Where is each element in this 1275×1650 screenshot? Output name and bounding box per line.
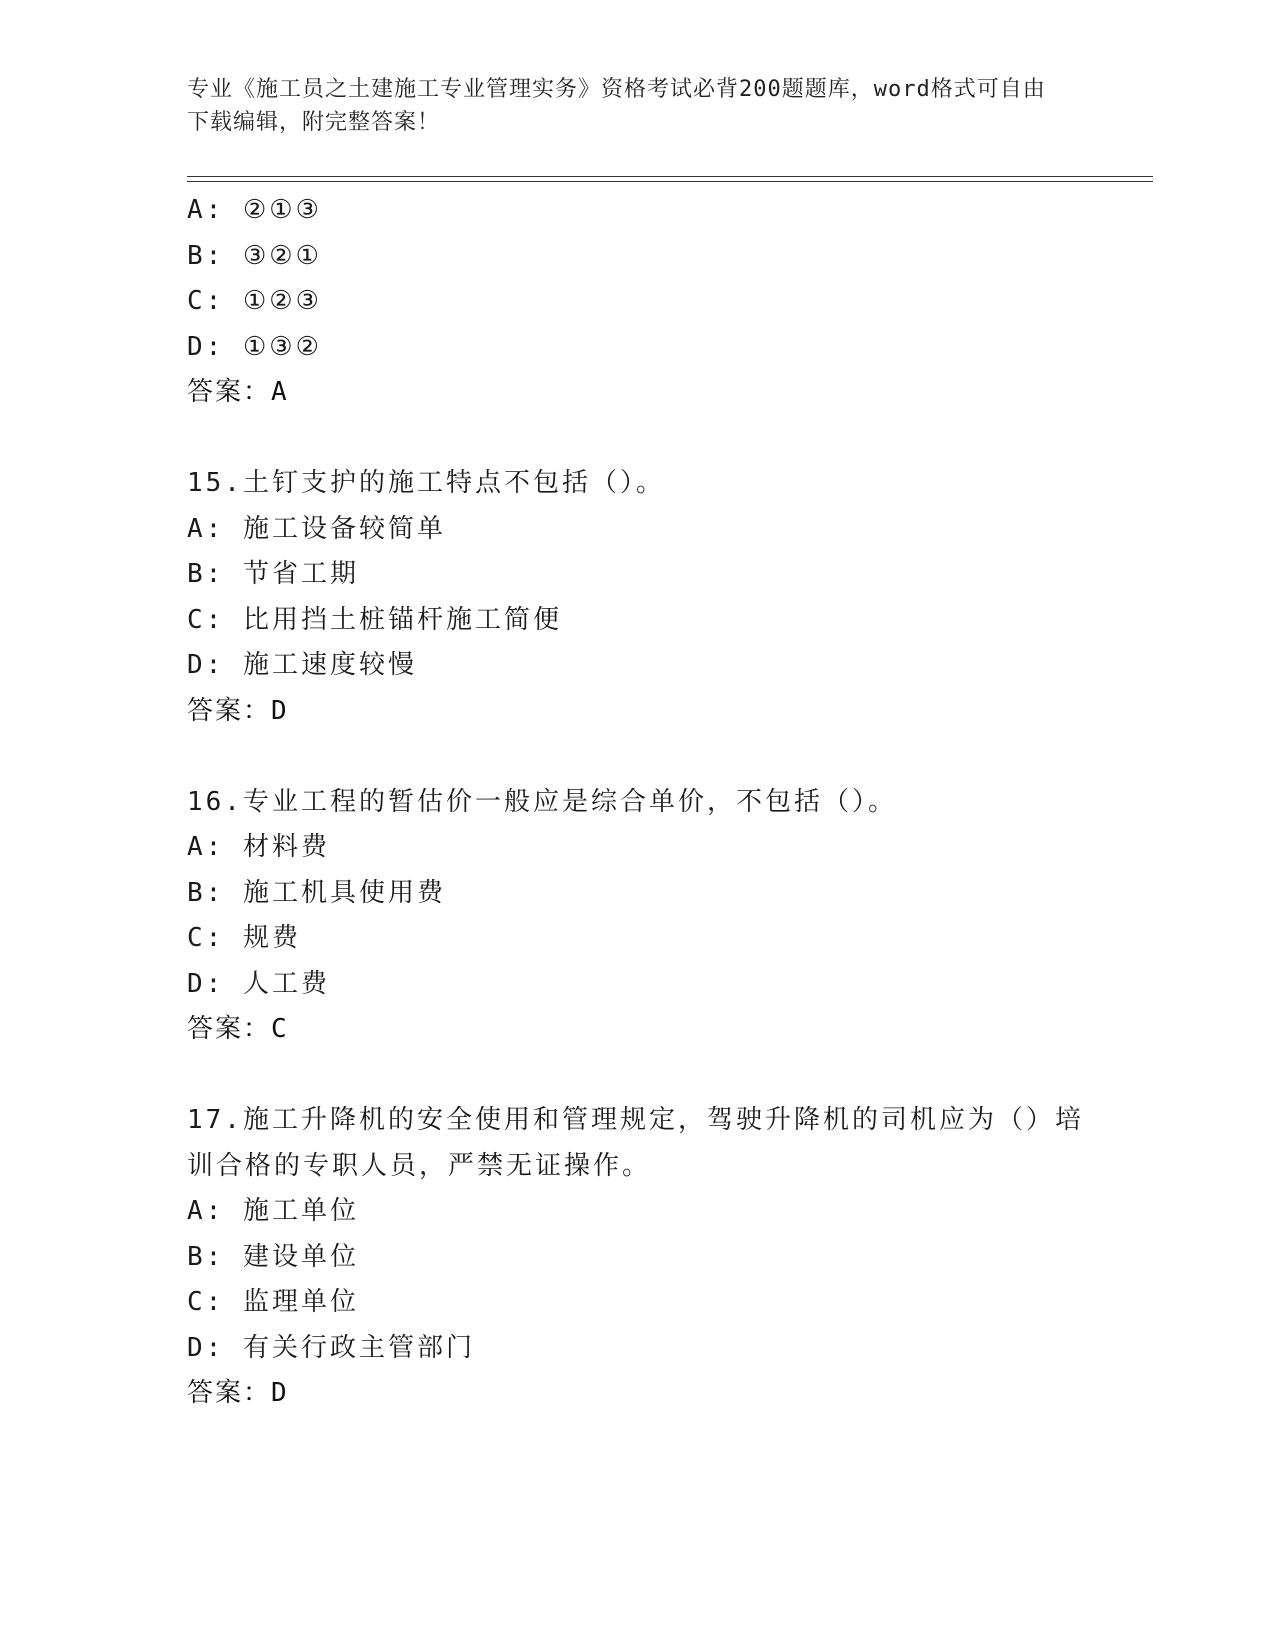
answer-value: D <box>271 1378 287 1408</box>
answer-label: 答案： <box>187 695 272 726</box>
option-d: D: 施工速度较慢 <box>187 650 417 680</box>
answer-value: A <box>271 377 287 407</box>
option-d: D: ①③② <box>187 331 322 362</box>
option-b: B: 施工机具使用费 <box>187 877 446 908</box>
answer-value: C <box>271 1014 287 1044</box>
answer-line <box>187 1007 1087 1053</box>
answer-line <box>187 1371 1087 1417</box>
answer-label: 答案： <box>187 1014 272 1044</box>
option-a: A: 材料费 <box>187 832 330 862</box>
answer-label: 答案： <box>187 1378 272 1408</box>
answer-line <box>187 370 1087 416</box>
question-list <box>187 188 1087 1417</box>
option-b: B: ③②① <box>187 240 322 271</box>
question-block-16 <box>187 780 1087 1053</box>
option-d: D: 人工费 <box>187 968 330 999</box>
option-c: C: ①②③ <box>187 286 322 316</box>
option-d: D: 有关行政主管部门 <box>187 1332 475 1363</box>
prev-question-block <box>187 188 1087 416</box>
option-a: A: 施工单位 <box>187 1196 359 1226</box>
question-stem: 15.土钉支护的施工特点不包括（）。 <box>187 468 665 498</box>
option-a: A: ②①③ <box>187 195 322 225</box>
option-c: C: 比用挡土桩锚杆施工简便 <box>187 604 562 635</box>
question-block-17 <box>187 1098 1087 1417</box>
page-header: 专业《施工员之土建施工专业管理实务》资格考试必背200题题库，word格式可自由下载编辑，附完整答案！ <box>187 77 1046 135</box>
option-a: A: 施工设备较简单 <box>187 513 446 544</box>
option-b: B: 建设单位 <box>187 1241 359 1272</box>
question-stem: 16.专业工程的暂估价一般应是综合单价，不包括（）。 <box>187 786 897 817</box>
answer-label: 答案： <box>187 377 272 407</box>
question-stem: 17.施工升降机的安全使用和管理规定，驾驶升降机的司机应为（）培训合格的专职人员，严禁无证操作。 <box>187 1105 1084 1181</box>
answer-value: D <box>271 695 287 726</box>
header-rule-top <box>187 176 1153 177</box>
question-block-15 <box>187 461 1087 734</box>
answer-line <box>187 689 1087 735</box>
option-c: C: 监理单位 <box>187 1287 359 1317</box>
option-c: C: 规费 <box>187 923 301 953</box>
header-rule-bottom <box>187 181 1153 182</box>
option-b: B: 节省工期 <box>187 559 359 589</box>
